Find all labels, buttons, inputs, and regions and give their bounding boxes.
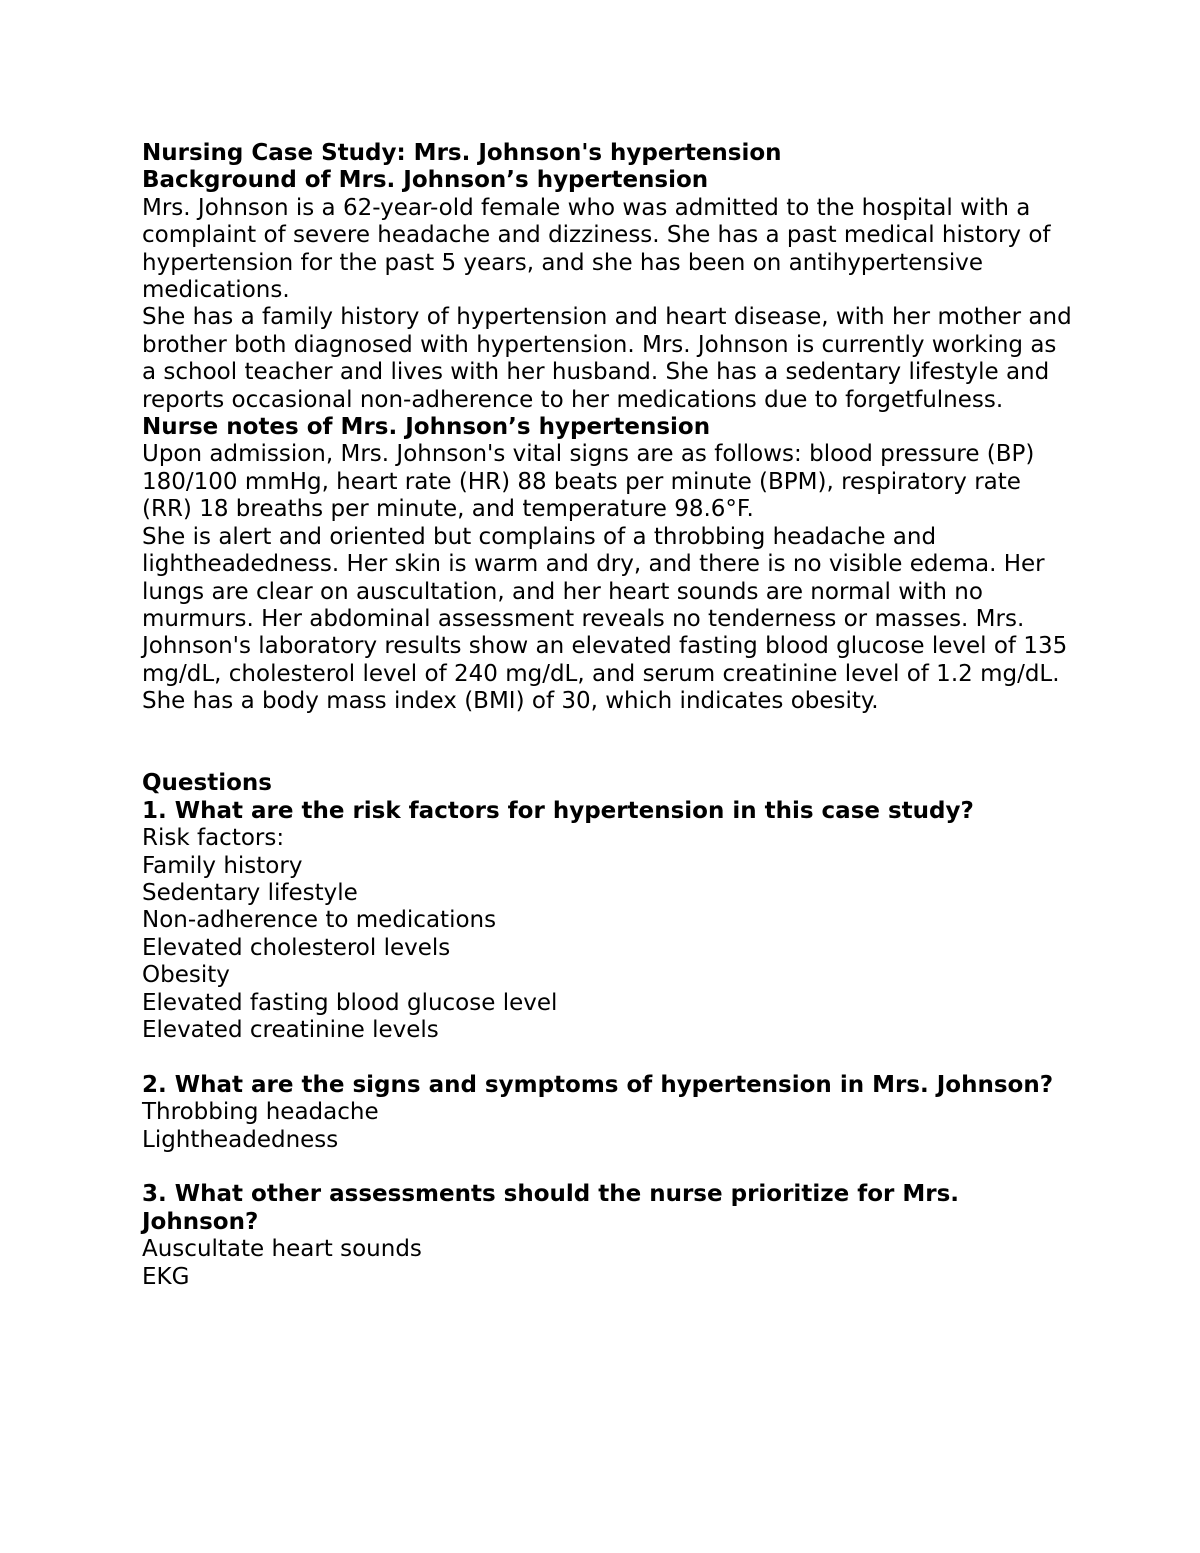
answer-item: Sedentary lifestyle xyxy=(142,879,358,906)
nurse-notes-paragraph: Upon admission, Mrs. Johnson's vital signs are as follows: blood pressure (BP) 180/100 mmHg, heart rate (HR) 88 beats per minute (BPM), respiratory rate (RR) 18 breaths per minute, and temperature 98.6°F. xyxy=(142,441,1035,523)
answer-item: Elevated cholesterol levels xyxy=(142,934,451,961)
answer-item: Lightheadedness xyxy=(142,1126,339,1153)
question-1: 1. What are the risk factors for hypertension in this case study? xyxy=(142,797,974,824)
nurse-notes-paragraph: She is alert and oriented but complains of a throbbing headache and lightheadedness. Her skin is warm and dry, and there is no visible edema. Her lungs are clear on auscultation, and her heart sounds are normal with no murmurs. Her abdominal assessment reveals no tenderness or masses. Mrs. Johnson's laboratory results show an elevated fasting blood glucose level of 135 mg/dL, cholesterol level of 240 mg/dL, and serum creatinine level of 1.2 mg/dL. She has a body mass index (BMI) of 30, which indicates obesity. xyxy=(142,523,1068,715)
background-paragraph: Mrs. Johnson is a 62-year-old female who was admitted to the hospital with a complaint of severe headache and dizziness. She has a past medical history of hypertension for the past 5 years, and she has been on antihypertensive medications. xyxy=(142,194,1051,304)
question-3: 3. What other assessments should the nurse prioritize for Mrs. Johnson? xyxy=(142,1181,960,1235)
background-heading: Background of Mrs. Johnson’s hypertension xyxy=(142,167,709,194)
answer-item: Non-adherence to medications xyxy=(142,907,497,934)
answer-item: Elevated creatinine levels xyxy=(142,1016,439,1043)
questions-heading: Questions xyxy=(142,770,272,797)
background-paragraph: She has a family history of hypertension and heart disease, with her mother and brother both diagnosed with hypertension. Mrs. Johnson is currently working as a school teacher and lives with her husband. She has a sedentary lifestyle and reports occasional non-adherence to her medications due to forgetfulness. xyxy=(142,304,1072,413)
document-page xyxy=(142,140,1072,1291)
answer-item: Auscultate heart sounds xyxy=(142,1236,422,1263)
spacer xyxy=(142,716,1072,771)
answer-item: Family history xyxy=(142,852,303,879)
answer-item: EKG xyxy=(142,1263,190,1290)
spacer xyxy=(142,1044,1072,1071)
question-2: 2. What are the signs and symptoms of hypertension in Mrs. Johnson? xyxy=(142,1071,1054,1098)
answer-item: Throbbing headache xyxy=(142,1099,379,1126)
nurse-notes-heading: Nurse notes of Mrs. Johnson’s hypertension xyxy=(142,414,711,441)
answer-item: Risk factors: xyxy=(142,825,285,852)
document-title: Nursing Case Study: Mrs. Johnson's hypertension xyxy=(142,140,782,166)
spacer xyxy=(142,1154,1072,1181)
answer-item: Obesity xyxy=(142,962,230,989)
answer-item: Elevated fasting blood glucose level xyxy=(142,989,558,1016)
